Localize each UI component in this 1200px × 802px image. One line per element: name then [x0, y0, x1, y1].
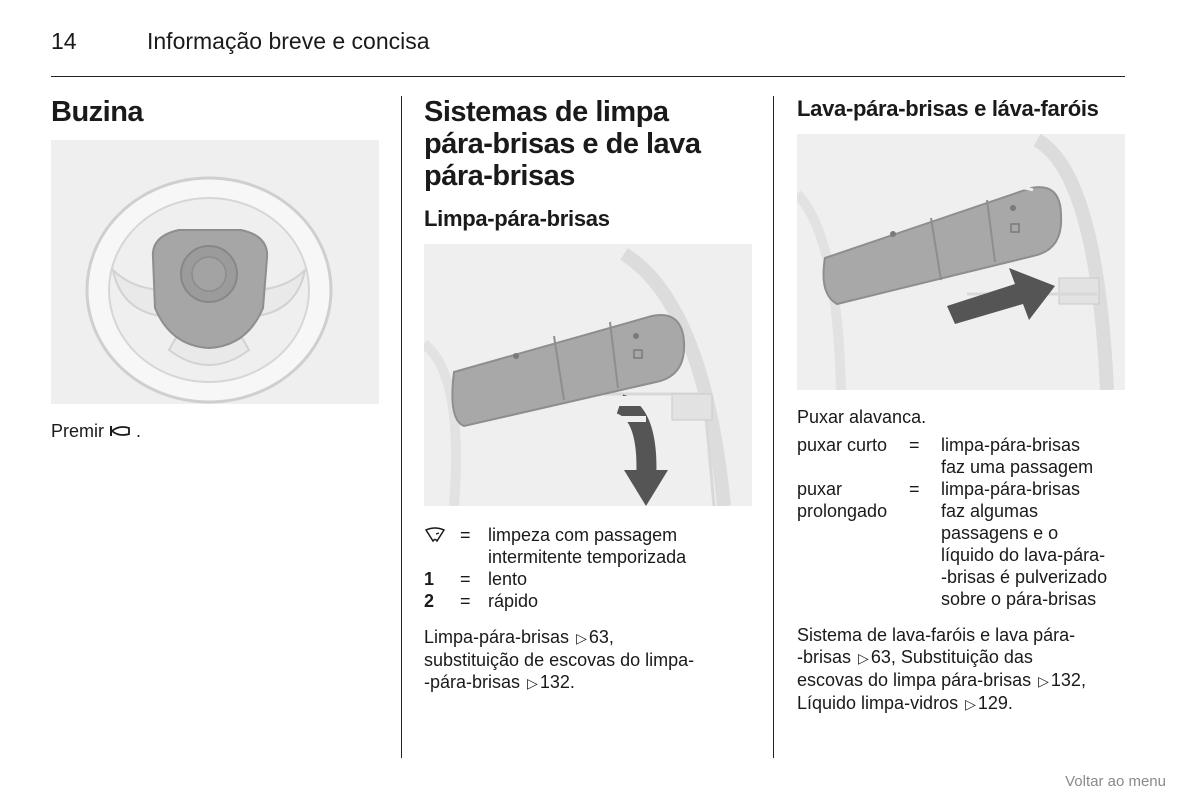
action-row — [797, 478, 1107, 610]
section-buzina — [51, 96, 379, 442]
horn-icon — [109, 421, 136, 441]
page-ref-link[interactable]: 129. — [977, 693, 1013, 713]
action-desc: limpa-pára-brisas faz algumas passagens e o líquido do lava-pára- -brisas é pulverizado sobre o pára-brisas — [941, 479, 1108, 609]
page-ref-arrow-icon: ▷ — [527, 675, 538, 691]
legend-key: 2 — [424, 591, 435, 611]
wiper-lever-illustration — [424, 244, 752, 506]
page-ref-link[interactable]: 63, — [588, 627, 614, 647]
section-title-buzina: Buzina — [51, 96, 144, 128]
horn-text-end: . — [136, 421, 142, 441]
section-title-washer: Lava-pára-brisas e láva-faróis — [797, 96, 1099, 121]
action-equals: = — [909, 435, 920, 455]
washer-intro: Puxar alavanca. — [797, 407, 927, 427]
legend-desc: rápido — [488, 591, 539, 611]
legend-equals: = — [460, 591, 471, 611]
section-washer — [797, 96, 1127, 715]
action-equals: = — [909, 479, 920, 499]
legend-row — [424, 568, 686, 590]
legend-desc: limpeza com passagem intermitente temporizada — [488, 525, 687, 567]
washer-lever-illustration — [797, 134, 1125, 390]
washer-references: Sistema de lava-faróis e lava pára- -brisas ▷ 63, Substituição das escovas do limpa pára-brisas ▷ 132, Líquido limpa-vidros ▷ 129. — [797, 625, 1086, 713]
section-title-wipers: Sistemas de limpa pára-brisas e de lava pára-brisas — [424, 96, 701, 192]
page-ref-arrow-icon: ▷ — [576, 630, 587, 646]
subtitle-wiper: Limpa-pára-brisas — [424, 206, 610, 231]
horn-text: Premir — [51, 421, 104, 441]
action-row — [797, 434, 1107, 478]
horn-instruction — [51, 420, 379, 442]
page-ref-arrow-icon: ▷ — [1038, 673, 1049, 689]
page-ref-arrow-icon: ▷ — [965, 696, 976, 712]
page-header — [51, 26, 1125, 77]
legend-equals: = — [460, 525, 471, 545]
page-ref-link[interactable]: 132, — [1050, 670, 1086, 690]
action-term: puxar prolongado — [797, 479, 888, 521]
action-term: puxar curto — [797, 435, 888, 455]
legend-equals: = — [460, 569, 471, 589]
action-desc: limpa-pára-brisas faz uma passagem — [941, 435, 1094, 477]
wiper-references: Limpa-pára-brisas ▷ 63, substituição de escovas do limpa- -pára-brisas ▷ 132. — [424, 627, 695, 692]
legend-desc: lento — [488, 569, 528, 589]
back-to-menu-link[interactable]: Voltar ao menu — [1065, 773, 1166, 790]
chapter-title: Informação breve e concisa — [147, 28, 430, 54]
column-divider — [401, 96, 402, 758]
section-wipers — [424, 96, 752, 694]
legend-row — [424, 524, 686, 568]
page-ref-link[interactable]: 63, Substituição das — [870, 647, 1033, 667]
steering-wheel-illustration — [51, 140, 379, 404]
column-divider — [773, 96, 774, 758]
intermittent-wipe-icon — [424, 524, 460, 568]
wiper-legend — [424, 524, 686, 612]
legend-key: 1 — [424, 569, 435, 589]
washer-actions — [797, 434, 1107, 610]
page-ref-arrow-icon: ▷ — [858, 650, 869, 666]
page-ref-link[interactable]: 132. — [539, 672, 575, 692]
legend-row — [424, 590, 686, 612]
page-number: 14 — [51, 28, 77, 54]
